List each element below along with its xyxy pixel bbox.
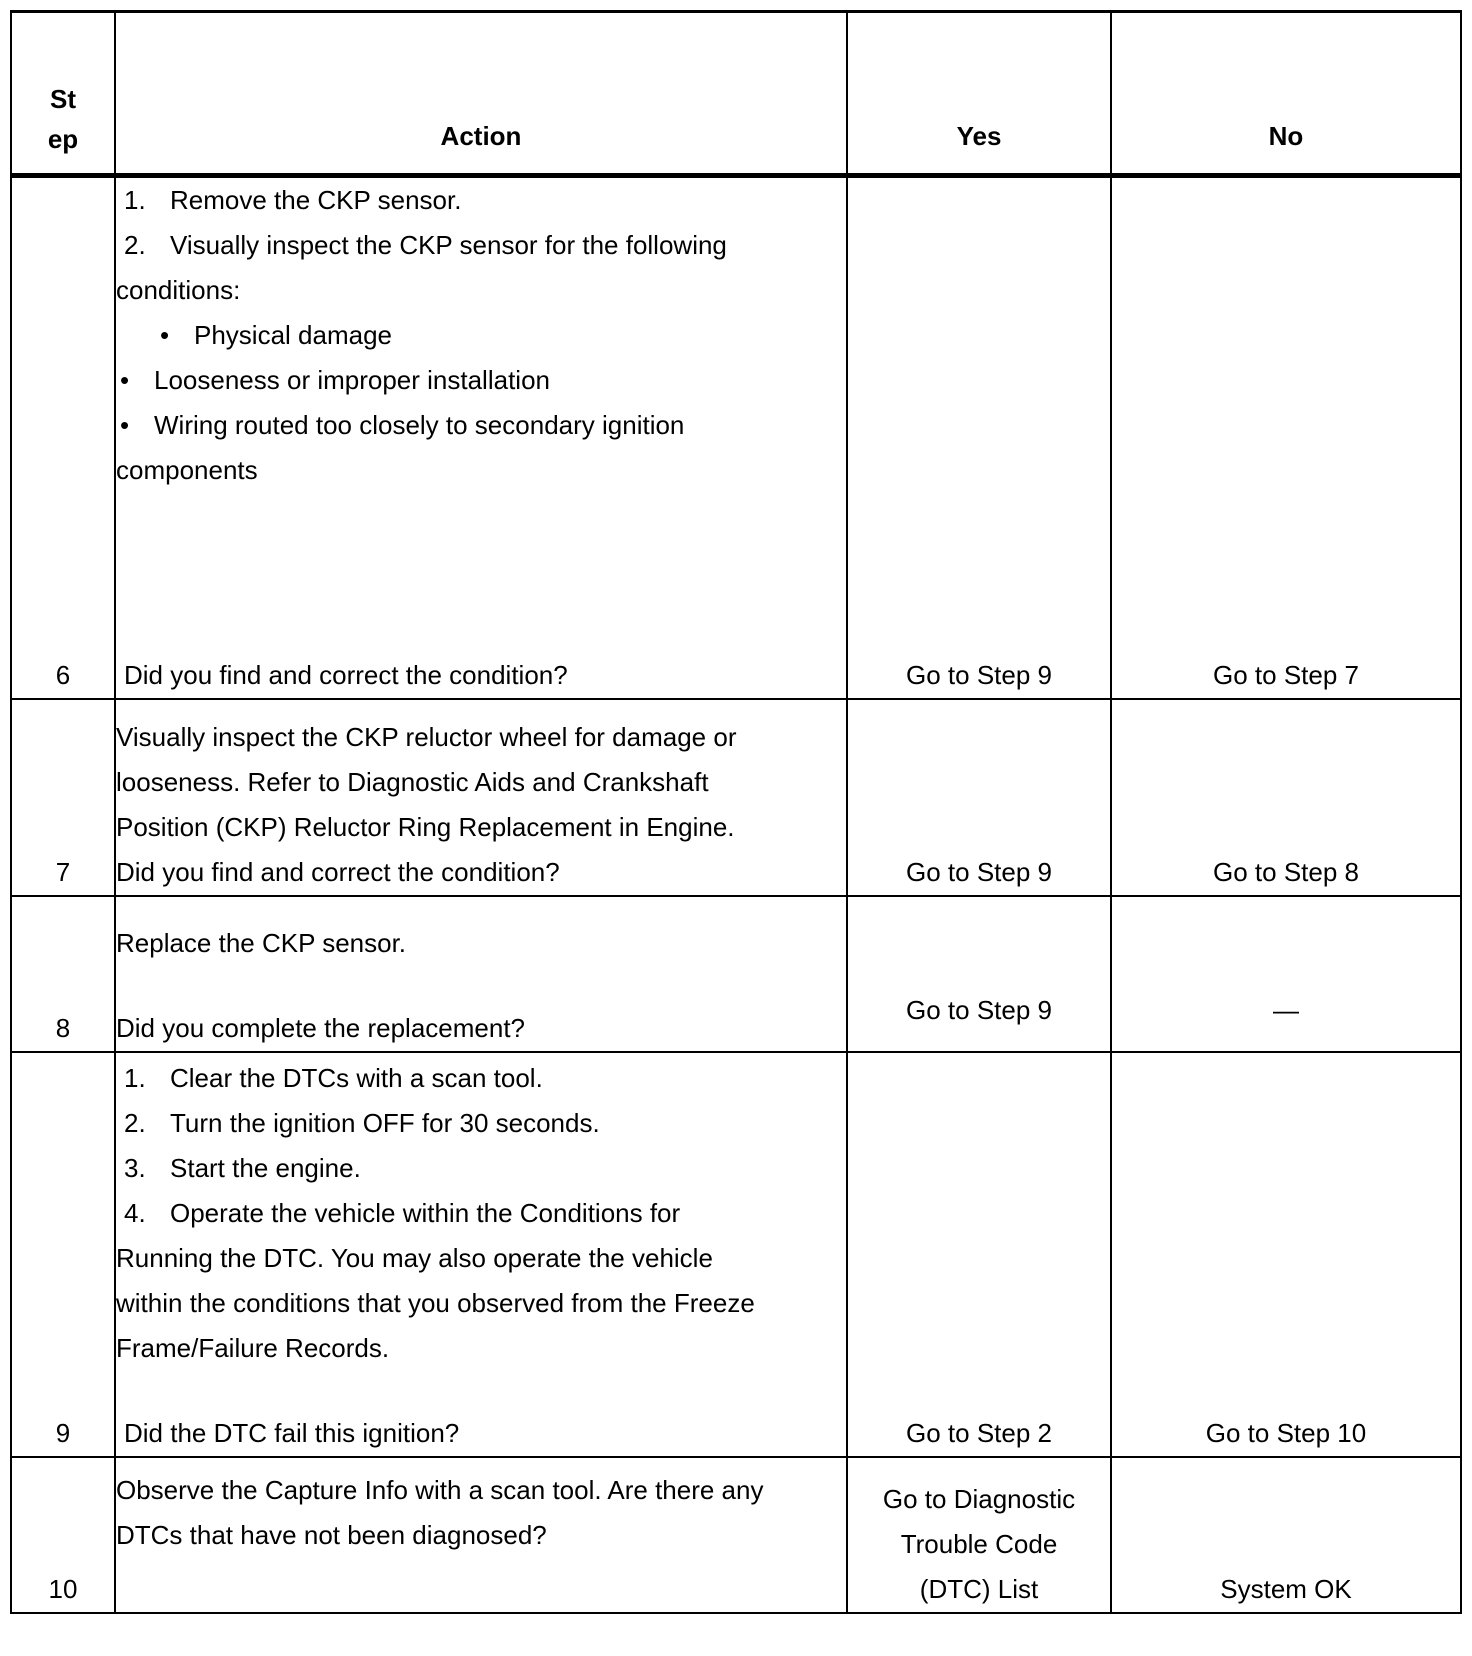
yes-cell: Go to Step 2 bbox=[847, 1052, 1111, 1457]
table-row bbox=[11, 1052, 1461, 1457]
action-bullet: • Wiring routed too closely to secondary ignition bbox=[120, 410, 685, 440]
yes-cell-line: (DTC) List bbox=[919, 1574, 1039, 1604]
action-bullet: • Looseness or improper installation bbox=[120, 365, 550, 395]
action-cell bbox=[115, 699, 847, 896]
action-cell bbox=[115, 896, 847, 1052]
header-row bbox=[11, 12, 1461, 176]
action-text: Observe the Capture Info with a scan tool. Are there any bbox=[116, 1475, 764, 1505]
table-row bbox=[11, 176, 1461, 700]
action-item: 4. Operate the vehicle within the Conditions for bbox=[124, 1198, 681, 1228]
yes-cell: Go to Step 9 bbox=[847, 176, 1111, 700]
yes-cell-line: Trouble Code bbox=[900, 1529, 1058, 1559]
yes-cell: Go to Step 9 bbox=[847, 896, 1111, 1052]
header-no: No bbox=[1111, 12, 1461, 176]
action-text: Replace the CKP sensor. bbox=[116, 928, 407, 958]
header-action: Action bbox=[115, 12, 847, 176]
table-row bbox=[11, 896, 1461, 1052]
header-yes: Yes bbox=[847, 12, 1111, 176]
action-item-continued: within the conditions that you observed from the Freeze bbox=[116, 1288, 755, 1318]
action-item-continued: Frame/Failure Records. bbox=[116, 1333, 390, 1363]
action-item: 1. Clear the DTCs with a scan tool. bbox=[124, 1063, 543, 1093]
step-number: 7 bbox=[11, 699, 115, 896]
action-cell bbox=[115, 1457, 847, 1613]
header-step-line1: St bbox=[50, 84, 76, 114]
action-question: Did you find and correct the condition? bbox=[124, 660, 568, 690]
action-question: Did you find and correct the condition? bbox=[116, 857, 560, 887]
action-text: looseness. Refer to Diagnostic Aids and Crankshaft bbox=[116, 767, 709, 797]
step-number: 9 bbox=[11, 1052, 115, 1457]
action-question: Did the DTC fail this ignition? bbox=[124, 1418, 460, 1448]
yes-cell-line: Go to Diagnostic bbox=[882, 1484, 1076, 1514]
action-item-continued: conditions: bbox=[116, 275, 241, 305]
table-row bbox=[11, 699, 1461, 896]
action-item-continued: Running the DTC. You may also operate the vehicle bbox=[116, 1243, 713, 1273]
action-item: 2. Visually inspect the CKP sensor for the following bbox=[124, 230, 727, 260]
action-bullet-continued: components bbox=[116, 455, 258, 485]
header-step-line2: ep bbox=[47, 124, 79, 154]
action-text: Position (CKP) Reluctor Ring Replacement in Engine. bbox=[116, 812, 735, 842]
action-question: Did you complete the replacement? bbox=[116, 1013, 526, 1043]
action-item: 3. Start the engine. bbox=[124, 1153, 361, 1183]
no-cell: — bbox=[1111, 896, 1461, 1052]
step-number: 8 bbox=[11, 896, 115, 1052]
step-number: 6 bbox=[11, 176, 115, 700]
yes-cell: Go to Step 9 bbox=[847, 699, 1111, 896]
table-row bbox=[11, 1457, 1461, 1613]
no-cell: Go to Step 8 bbox=[1111, 699, 1461, 896]
action-text: Visually inspect the CKP reluctor wheel for damage or bbox=[116, 722, 737, 752]
action-item: 1. Remove the CKP sensor. bbox=[124, 185, 462, 215]
action-bullet: • Physical damage bbox=[160, 320, 392, 350]
action-item: 2. Turn the ignition OFF for 30 seconds. bbox=[124, 1108, 600, 1138]
header-step bbox=[11, 12, 115, 176]
no-cell: Go to Step 7 bbox=[1111, 176, 1461, 700]
diagnostic-table bbox=[10, 10, 1462, 1614]
action-cell bbox=[115, 1052, 847, 1457]
yes-cell bbox=[847, 1457, 1111, 1613]
action-cell bbox=[115, 176, 847, 700]
action-question: DTCs that have not been diagnosed? bbox=[116, 1520, 547, 1550]
step-number: 10 bbox=[11, 1457, 115, 1613]
no-cell: System OK bbox=[1111, 1457, 1461, 1613]
no-cell: Go to Step 10 bbox=[1111, 1052, 1461, 1457]
